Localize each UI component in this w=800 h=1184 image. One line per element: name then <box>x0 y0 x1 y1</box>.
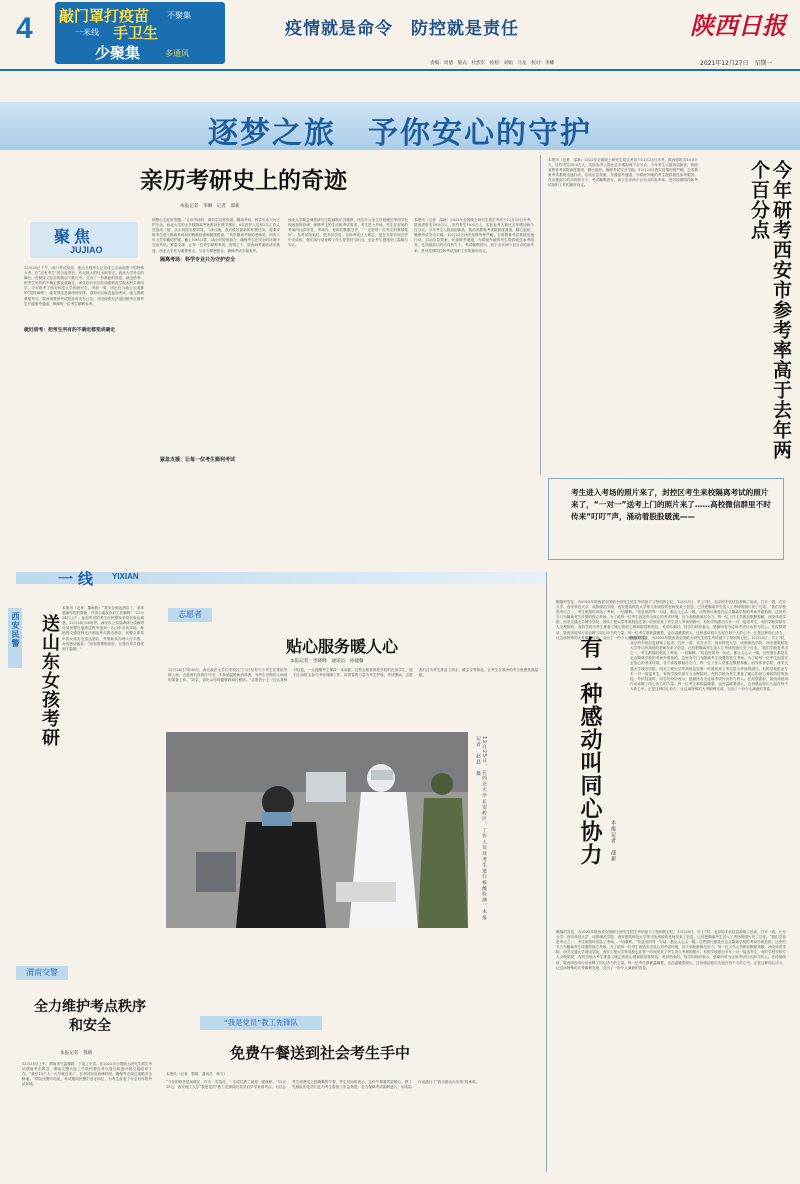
main-article-title: 亲历考研史上的奇迹 <box>140 167 347 194</box>
masthead <box>0 0 800 72</box>
jujiao-badge <box>30 222 138 258</box>
newspaper-logo: 陕西日报 <box>690 11 786 40</box>
divider-main-side <box>540 155 541 475</box>
jujiao-label: 聚焦 <box>54 227 95 246</box>
main-col-1: 12月25日下午，西门考试结束，绝大多数考生已完成了这场疫情下的特殊大考。在“总有考生”的日夜背后，有无数人的付出和坚守。西北大学考点的舞台，在紧张又复杂的情况下推行中，交出了一份满意的答卷。就近借考：把考生所有的不确定都变成确定。家住在长安区的成都师范学院本科生黄同学，今年报考了西安科技大学的研究生。考前一周，因正在当地公示成都的“阳性病例”，她觉得这是最终的安排。得知可以就近参加考试，她立即联系报考点。陕西省教育考试院及时发布公告，对因疫情无法返回报考点的考生开通借考通道，保障每一位考生顺利参考。 <box>24 266 144 306</box>
right-article-text: 飘落的雪花，为2022年陕西省全国硕士研究生招生考试留下了特别的记忆。12月25日，早上7时，北京的手机信息被唤了起来，打开一看，长安大学、西安科技大学、成都师范学院、西安建筑科技大学等几所高校的老师发来了信息，已经把隔离考生送入了考场的照片发了过来。“我们学校是考点之一，考生都按时到达了考场，一切顺利。”信息里的每一句话，都让人心头一暖。这些照片都是在定点隔离学校的考场外面拍的，这里有专门为隔离考生设置的独立考场。为了给每一位考生创造安全放心的考试环境，各个高校都倾尽全力，每一位工作人员都在默默奉献。西安体育学院、西安交通大学城市学院、西安工程大学等高校也在第一时间发来了考生进入考场的照片。有的学校派出专车一对一接送考生，有的学校安排专人全程陪同，有的学校为考生准备了暖心的爱心餐和防疫物资包。考试结束时，同学们纷纷表示，感谢所有为这场考试付出努力的人。在疫情面前，陕西高校用行动诠释了同心协力的力量。每一位考生都被温暖着，也在温暖着别人，这份感动将久久留在每个人的心中。正是这种同心协力，让这场特殊的大考顺利完成，交出了一份令人满意的答卷。 <box>630 636 788 691</box>
tag-weinan-police-label: 渭南交警 <box>26 968 58 977</box>
story-3-title: 全力维护考点秩序和安全 <box>34 999 146 1034</box>
main-col-2-wrap <box>152 218 280 558</box>
side-news-headline: 今年研考西安市参考率高于去年两个百分点 <box>748 160 792 460</box>
right-article-byline: 本报记者 邵新 <box>610 820 616 862</box>
main-col-2: 调整心态好好答题。”走出考场时，黄同学这样说道。隔离考场：科学专业只为守护安全。西北大学的大多数隔离考场都设在教学楼区，6名医护人员和2名工作人员组成一组，从头到尾全程陪同。“24日晚，我们做好最新的布署任务，需要安排考生进入隔离考场前的核酸检测和健康排查。”负责隔离考场的老师说，所有工作人员穿戴防护服、戴上N95口罩，24小时轮班值守，确保考生在安全的环境中完成考试。紧急支援：让每一位考生顺利考试。疫情之下，陕西研考面临诸多挑战，西北大学作为重要考点，与各方紧密配合，确保考试平稳有序。 <box>152 218 280 253</box>
main-col-3: 西北大学紧急调派研究生院副院长冯婕带、西学办公室主任段俊岳等同学在现场指挥协调，保障考生的生活和考试需求。考生进入考场，考生在封闭的考场内认真作答，考场外，老师们默默守护，“一定把每一位考生的事情做好”。在考试结束时，很多同学说，这场考试让人难忘，是在大家共同守护中完成的。他们用行动诠释了什么是责任与担当，也让考生感受到了温暖与安心。 <box>288 218 408 248</box>
banner: 疫情就是命令 防控就是责任 <box>285 19 519 39</box>
tag-xian-police-label: 西安民警 <box>11 612 20 648</box>
story-4-text: “今年的研考是场硬仗，作为一名党员，一名党员教工就是一面旗帜。”12月25日，西安理工大学“我是党员”教工先锋队的党员们早早来到考点，为社会考生免费送上热腾腾的午餐。考生们纷纷表示，这份午餐暖胃更暖心。教工先锋队的党员们还为考生准备了应急物资，全力保障考试顺利进行，用实际行动践行了“我为群众办实事”的承诺。 <box>166 1080 480 1090</box>
headline-banner <box>0 102 800 150</box>
slogan-1: 敲门罩打疫苗 <box>59 7 150 25</box>
main-col-4: 本报讯（记者 邵新）2022年全国硕士研究生招生考试于12月25日开考，陕西省报名18.8万人，应约考生10.6万人，实际参考人数比去年增加两个百分点。今年考生人数再创新高，陕西省教育考试院高度重视，精心组织，确保考试安全平稳。12月23日西安疫情形势严峻，全省教育考试系统迅速行动，启动应急预案，开通借考通道，为滞留外地的考生提供就近参考服务。在各级部门的共同努力下，考试顺利进行，高于去年两个百分点的参考率，是对疫情防控和考试组织工作的最好肯定。 <box>414 218 534 253</box>
story-4-title: 免费午餐送到社会考生手中 <box>230 1044 411 1062</box>
subhead-3: 紧急支援：让每一位考生顺利考试 <box>160 456 280 463</box>
tag-party-member-label: “我是党员”教工先锋队 <box>223 1018 299 1027</box>
divider-yixian-right <box>546 572 547 1172</box>
news-photo <box>166 732 468 928</box>
story-3-text: 12月25日上午，渭南市气温骤降，下起了小雪。在2022年全国硕士研究生招生考试渭南考点附近，渭南交警大队三中队民警在考点周边积极开展交通疏导工作。“我们15个人一大早就过来了，在考试前后高峰时段，确保考点周边道路安全畅通。”带队民警介绍说，考试期间民警们坚守岗位，为考生营造了安全有序的考试环境。 <box>22 1062 152 1087</box>
slogan-2: 一米线 <box>75 28 99 37</box>
masthead-rule <box>0 69 800 71</box>
story-1-text: 本报讯（记者 董海影）“我安全到达酒店了，非常感谢你们的帮助，并衷心地祝你们工作顺利！”12月24日上午，参加考试的考生向民警发来短信表达谢意。12月24日20时许，西安市公安局碑林分局雁塔分局民警在值班过程中接到一名山东女孩求助，称她因交通管制无法到达考点附近酒店。民警立即驾车将女孩安全送达酒店，并帮助其办理入住手续。女孩感动地说：“西安的警察真好，让我在异乡感受到了温暖。” <box>62 606 144 651</box>
testing-scene-illustration <box>166 732 468 928</box>
editors-line: 责编：周倩 版式：杜烈军 校检：刘娟 马龙 校对：李卿 <box>430 61 555 66</box>
side-news-text: 本报讯（记者 邵新）2022年全国硕士研究生招生考试于12月25日开考，陕西省报名18.8万人，应约考生10.6万人，实际参考人数比去年增加两个百分点。今年考生人数再创新高，陕西省教育考试院高度重视，精心组织，确保考试安全平稳。12月23日西安疫情形势严峻，全省教育考试系统迅速行动，启动应急预案，开通借考通道，为滞留外地的考生提供就近参考服务。在各级部门的共同努力下，考试顺利进行，高于去年两个百分点的参考率，是对疫情防控和考试组织工作的最好肯定。 <box>548 158 698 188</box>
slogan-1b: 不聚集 <box>167 11 191 20</box>
right-article-lead: 飘落的雪花，为2022年陕西省全国硕士研究生招生考试留下了特别的记忆。12月25日，早上7时，北京的手机信息被唤了起来，打开一看，长安大学、西安科技大学、成都师范学院、西安建筑科技大学等几所高校的老师发来了信息，已经把隔离考生送入了考场的照片发了过来。“我们学校是考点之一，考生都按时到达了考场，一切顺利。”信息里的每一句话，都让人心头一暖。这些照片都是在定点隔离学校的考场外面拍的，这里有专门为隔离考生设置的独立考场。为了给每一位考生创造安全放心的考试环境，各个高校都倾尽全力，每一位工作人员都在默默奉献。西安体育学院、西安交通大学城市学院、西安工程大学等高校也在第一时间发来了考生进入考场的照片。有的学校派出专车一对一接送考生，有的学校安排专人全程陪同，有的学校为考生准备了暖心的爱心餐和防疫物资包。考试结束时，同学们纷纷表示，感谢所有为这场考试付出努力的人。在疫情面前，陕西高校用行动诠释了同心协力的力量。每一位考生都被温暖着，也在温暖着别人，这份感动将久久留在每个人的心中。正是这种同心协力，让这场特殊的大考顺利完成，交出了一份令人满意的答卷。 <box>556 600 786 640</box>
story-2-byline: 本报记者 李晓峰 通讯员 孙婕馨 <box>290 659 364 664</box>
photo-caption: 12月25日，在西北大学长安校区，工作人员对考生进行核酸检测。本报记者 赵晨 摄 <box>475 736 486 921</box>
main-article-byline: 本报记者 李琳 记者 邵新 <box>180 204 240 209</box>
tag-volunteer-label: 志愿者 <box>178 610 202 619</box>
story-1-title: 送山东女孩考研 <box>39 614 60 747</box>
subhead-1: 就近借考：把考生所有的不确定都变成确定 <box>24 326 144 333</box>
slogan-block <box>55 2 225 64</box>
tag-weinan-police <box>16 966 68 980</box>
jujiao-en: JUJIAO <box>70 245 103 255</box>
right-article-title: 有一种感动叫同心协力 <box>577 636 602 866</box>
quote-box <box>548 478 784 560</box>
tag-party-member <box>200 1016 322 1030</box>
tag-xian-police <box>8 608 22 668</box>
slogan-3b: 多通风 <box>165 49 189 58</box>
page-number: 4 <box>16 12 33 45</box>
slogan-2b: 手卫生 <box>113 24 159 42</box>
story-2-text: 12月25日7时30分，西北政法大学长安校区门口已经有不少考生在排队等候入场，志愿者们身着红马甲，手拿测温枪和消毒液，为考生们做好入场前的准备工作。“同学，请出示你的健康码和行程码。”志愿者小王一边认真核对信息，一边提醒考生保持一米间距。这些志愿者都是学校的在读学生，他们主动报名参与考务保障工作，用青春的力量为考生护航。考试期间，志愿者们还为考生准备了热水、暖宝宝等物品，让考生在寒冷的冬日里感受到温暖。 <box>168 668 538 683</box>
page-headline: 逐梦之旅 予你安心的守护 <box>208 116 592 151</box>
slogan-3: 少聚集 <box>95 44 141 62</box>
yixian-label: 一线 <box>58 570 99 588</box>
right-article-text-bottom: 飘落的雪花，为2022年陕西省全国硕士研究生招生考试留下了特别的记忆。12月25日，早上7时，北京的手机信息被唤了起来，打开一看，长安大学、西安科技大学、成都师范学院、西安建筑科技大学等几所高校的老师发来了信息，已经把隔离考生送入了考场的照片发了过来。“我们学校是考点之一，考生都按时到达了考场，一切顺利。”信息里的每一句话，都让人心头一暖。这些照片都是在定点隔离学校的考场外面拍的，这里有专门为隔离考生设置的独立考场。为了给每一位考生创造安全放心的考试环境，各个高校都倾尽全力，每一位工作人员都在默默奉献。西安体育学院、西安交通大学城市学院、西安工程大学等高校也在第一时间发来了考生进入考场的照片。有的学校派出专车一对一接送考生，有的学校安排专人全程陪同，有的学校为考生准备了暖心的爱心餐和防疫物资包。考试结束时，同学们纷纷表示，感谢所有为这场考试付出努力的人。在疫情面前，陕西高校用行动诠释了同心协力的力量。每一位考生都被温暖着，也在温暖着别人，这份感动将久久留在每个人的心中。正是这种同心协力，让这场特殊的大考顺利完成，交出了一份令人满意的答卷。 <box>556 930 786 970</box>
tag-volunteer <box>168 608 212 622</box>
yixian-badge <box>30 568 138 590</box>
quote-text: 考生进入考场的照片来了，封控区考生来校隔离考试的照片来了，“一对一”送考上门的照片来了……高校微信群里不时传来“叮叮”声，涌动着股股暖流—— <box>571 488 771 521</box>
date-line: 2021年12月27日 星期一 <box>700 60 773 67</box>
story-2-title: 贴心服务暖人心 <box>286 637 399 656</box>
story-4-byline: 本报讯（记者 鄠婧 通讯员 杨飞） <box>166 1072 228 1076</box>
subhead-2: 隔离考场：科学专业只为守护安全 <box>160 256 280 263</box>
yixian-en: YIXIAN <box>112 572 139 581</box>
story-3-byline: 本报记者 鄠婧 <box>60 1051 93 1056</box>
